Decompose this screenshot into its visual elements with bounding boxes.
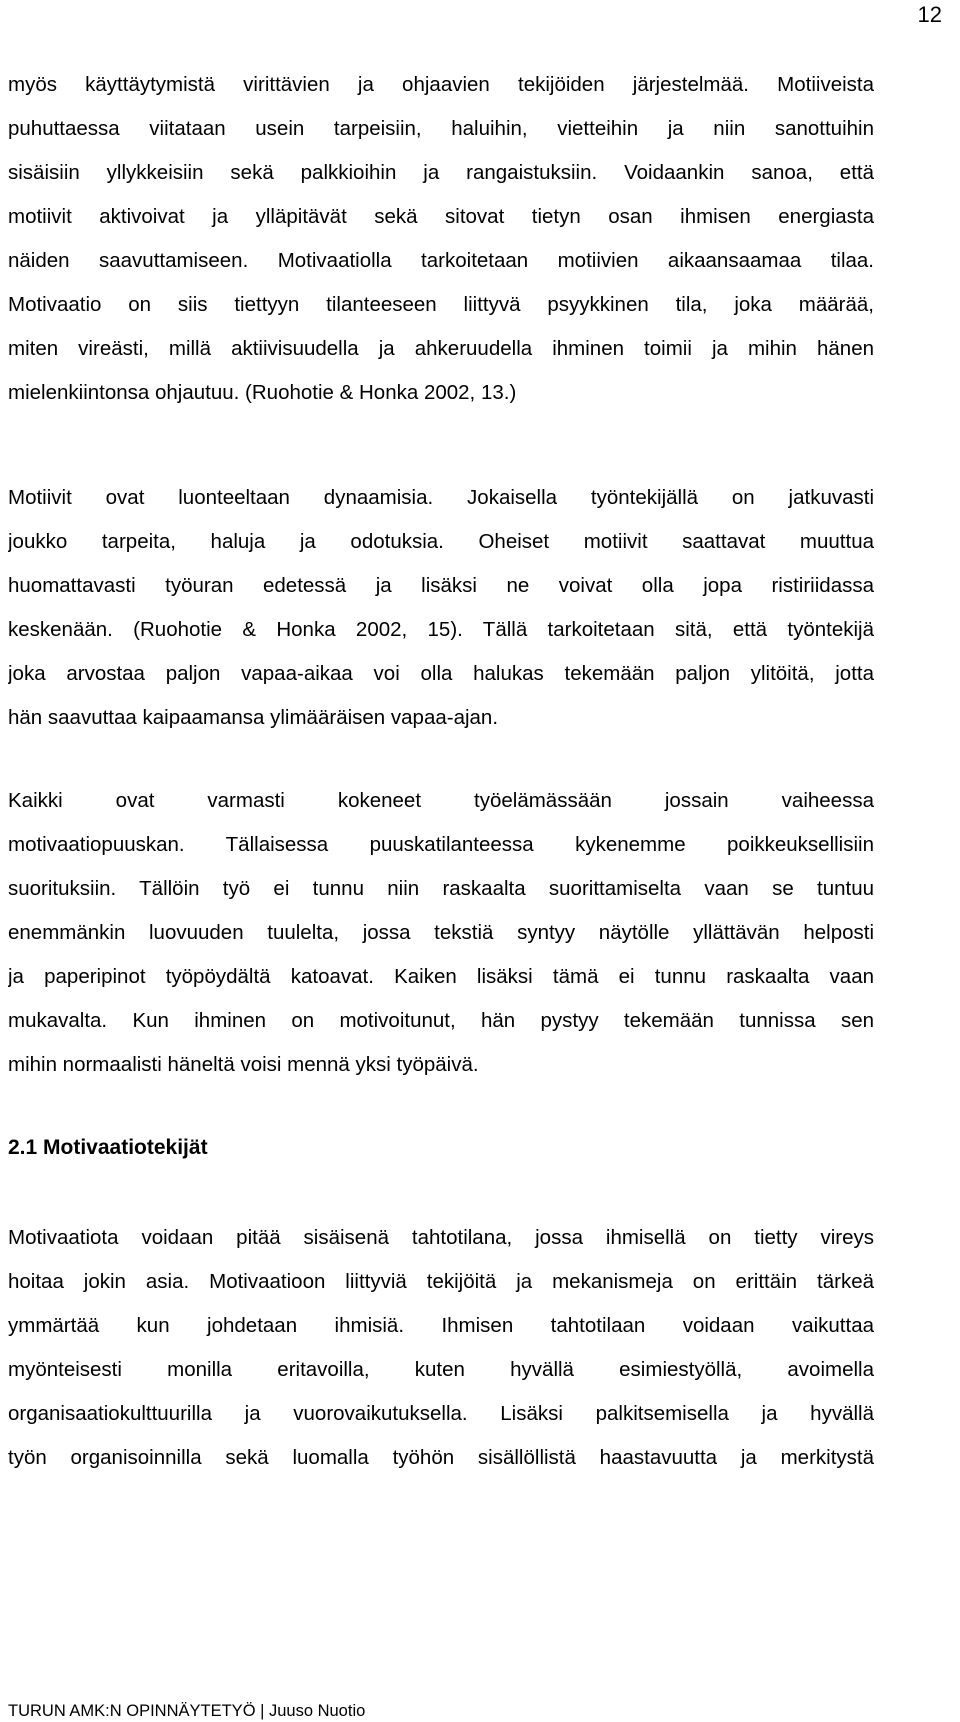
text-line: näiden saavuttamiseen. Motivaatiolla tarkoitetaan motiivien aikaansaamaa tilaa. xyxy=(8,249,874,272)
text-line: mukavalta. Kun ihminen on motivoitunut, hän pystyy tekemään tunnissa sen xyxy=(8,1009,874,1032)
text-line: Kaikki ovat varmasti kokeneet työelämässään jossain vaiheessa xyxy=(8,789,874,812)
page-number: 12 xyxy=(917,2,942,27)
section-heading: 2.1 Motivaatiotekijät xyxy=(8,1136,208,1159)
text-line: joka arvostaa paljon vapaa-aikaa voi olla halukas tekemään paljon ylitöitä, jotta xyxy=(8,662,874,685)
text-line: Motiivit ovat luonteeltaan dynaamisia. Jokaisella työntekijällä on jatkuvasti xyxy=(8,486,874,509)
text-line: joukko tarpeita, haluja ja odotuksia. Oheiset motiivit saattavat muuttua xyxy=(8,530,874,553)
text-line: työn organisoinnilla sekä luomalla työhön sisällöllistä haastavuutta ja merkitystä xyxy=(8,1446,874,1469)
paragraph-dynamic-motives xyxy=(8,476,874,740)
text-line: hoitaa jokin asia. Motivaatioon liittyviä tekijöitä ja mekanismeja on erittäin tärkeä xyxy=(8,1270,874,1293)
text-line: huomattavasti työuran edetessä ja lisäksi ne voivat olla jopa ristiriidassa xyxy=(8,574,874,597)
text-line: organisaatiokulttuurilla ja vuorovaikutuksella. Lisäksi palkitsemisella ja hyvällä xyxy=(8,1402,874,1425)
text-line: mielenkiintonsa ohjautuu. (Ruohotie & Honka 2002, 13.) xyxy=(8,381,517,404)
text-line: miten vireästi, millä aktiivisuudella ja ahkeruudella ihminen toimii ja mihin hänen xyxy=(8,337,874,360)
text-line: motivaatiopuuskan. Tällaisessa puuskatilanteessa kykenemme poikkeuksellisiin xyxy=(8,833,874,856)
text-line: puhuttaessa viitataan usein tarpeisiin, haluihin, vietteihin ja niin sanottuihin xyxy=(8,117,874,140)
paragraph-motivation-factors xyxy=(8,1216,874,1480)
text-line: ja paperipinot työpöydältä katoavat. Kaiken lisäksi tämä ei tunnu raskaalta vaan xyxy=(8,965,874,988)
text-line: hän saavuttaa kaipaamansa ylimääräisen vapaa-ajan. xyxy=(8,706,499,729)
text-line: ymmärtää kun johdetaan ihmisiä. Ihmisen tahtotilaan voidaan vaikuttaa xyxy=(8,1314,874,1337)
text-line: Motivaatiota voidaan pitää sisäisenä tahtotilana, jossa ihmisellä on tietty vireys xyxy=(8,1226,874,1249)
text-line: enemmänkin luovuuden tuulelta, jossa tekstiä syntyy näytölle yllättävän helposti xyxy=(8,921,874,944)
page-footer: TURUN AMK:N OPINNÄYTETYÖ | Juuso Nuotio xyxy=(8,1702,366,1720)
text-line: myönteisesti monilla eritavoilla, kuten hyvällä esimiestyöllä, avoimella xyxy=(8,1358,874,1381)
paragraph-motives-definition xyxy=(8,63,874,415)
text-line: suorituksiin. Tällöin työ ei tunnu niin raskaalta suorittamiselta vaan se tuntuu xyxy=(8,877,874,900)
text-line: Motivaatio on siis tiettyyn tilanteeseen liittyvä psyykkinen tila, joka määrää, xyxy=(8,293,874,316)
text-line: myös käyttäytymistä virittävien ja ohjaavien tekijöiden järjestelmää. Motiiveista xyxy=(8,73,874,96)
text-line: motiivit aktivoivat ja ylläpitävät sekä sitovat tietyn osan ihmisen energiasta xyxy=(8,205,874,228)
text-line: sisäisiin yllykkeisiin sekä palkkioihin ja rangaistuksiin. Voidaankin sanoa, että xyxy=(8,161,874,184)
text-line: mihin normaalisti häneltä voisi mennä yksi työpäivä. xyxy=(8,1053,479,1076)
paragraph-motivation-burst xyxy=(8,779,874,1087)
text-line: keskenään. (Ruohotie & Honka 2002, 15). Tällä tarkoitetaan sitä, että työntekijä xyxy=(8,618,874,641)
